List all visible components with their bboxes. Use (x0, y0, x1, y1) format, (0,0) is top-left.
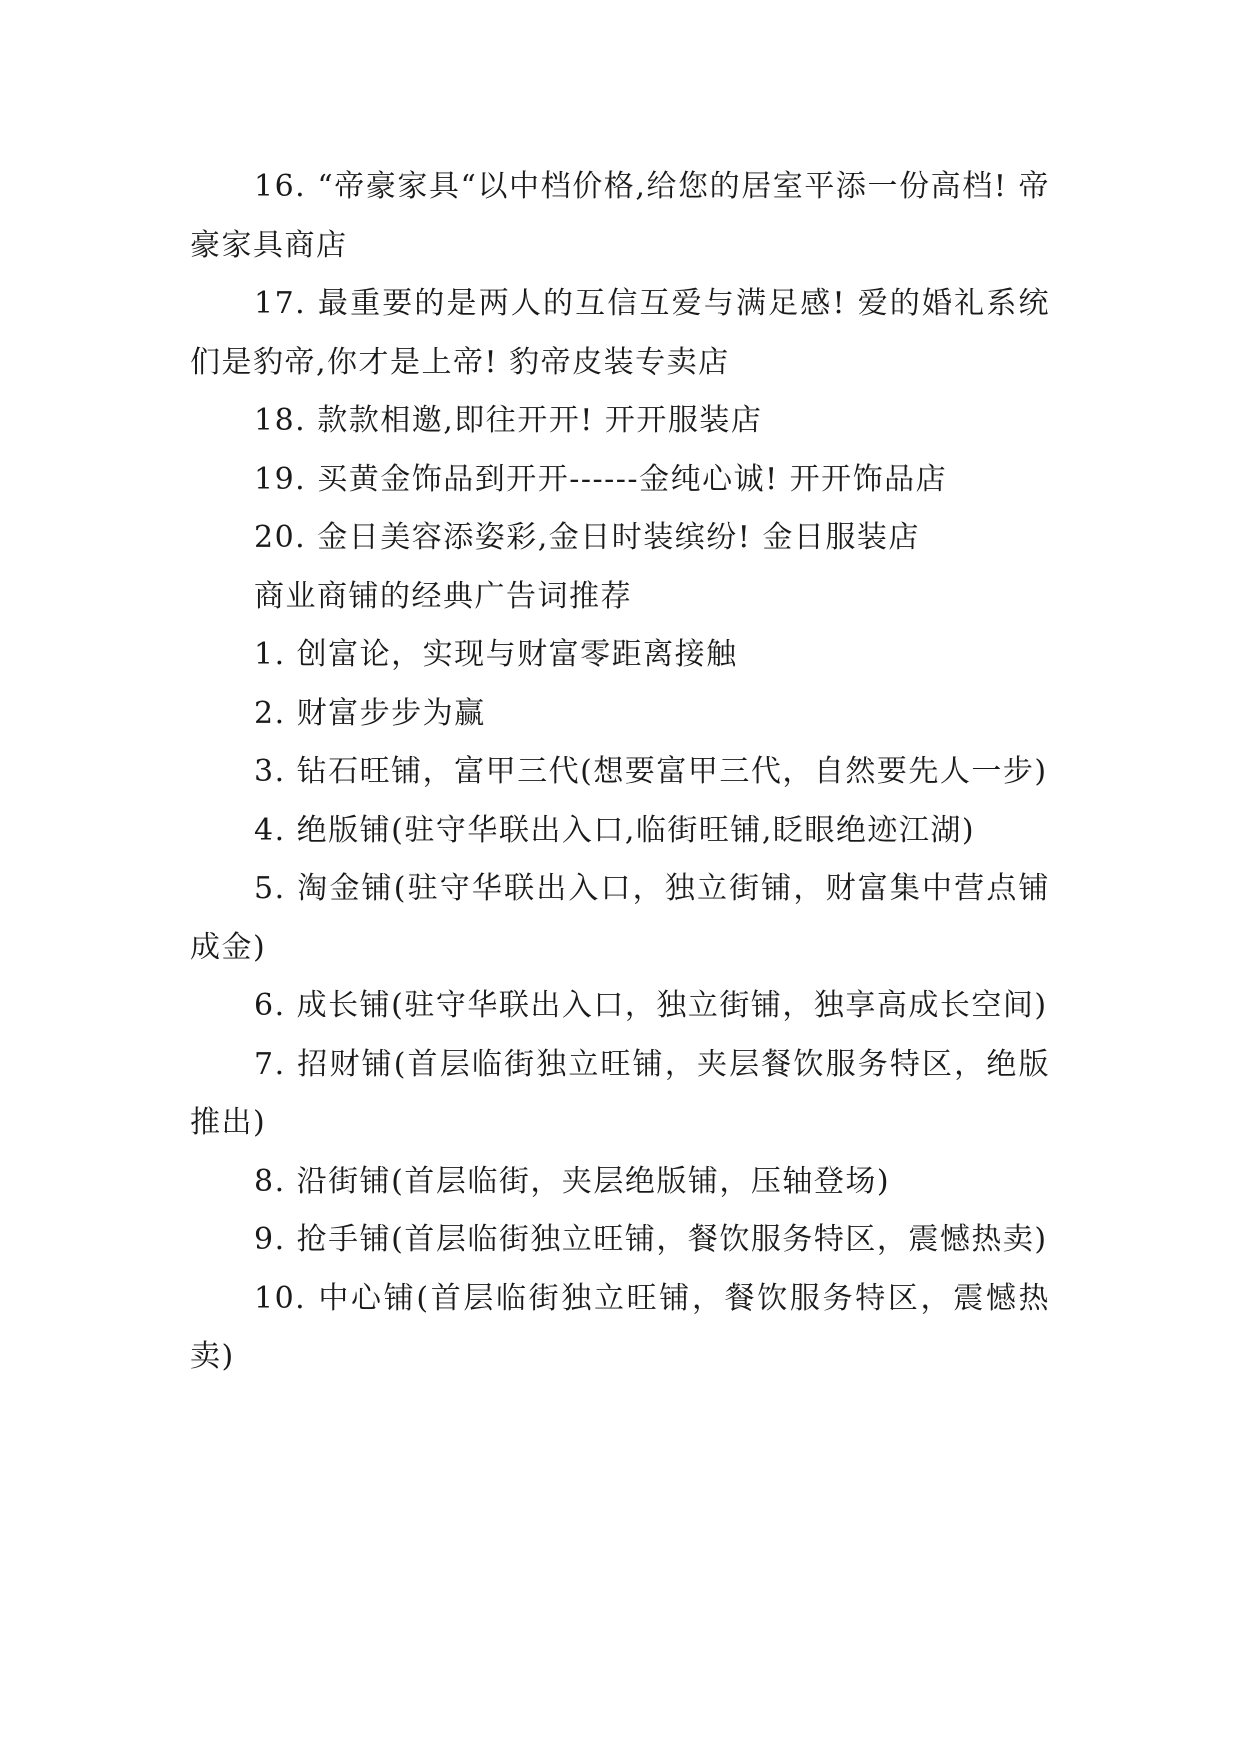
paragraph-shop-9: 9. 抢手铺(首层临街独立旺铺，餐饮服务特区，震憾热卖) (254, 1222, 1048, 1257)
section-heading: 商业商铺的经典广告词推荐 (254, 578, 632, 614)
paragraph-shop-1: 1. 创富论，实现与财富零距离接触 (254, 637, 738, 672)
paragraph-shop-8: 8. 沿街铺(首层临街，夹层绝版铺，压轴登场) (254, 1163, 891, 1199)
paragraph-shop-4: 4. 绝版铺(驻守华联出入口,临街旺铺,眨眼绝迹江湖) (254, 812, 976, 848)
paragraph-ad-20: 20. 金日美容添姿彩,金日时装缤纷! 金日服装店 (254, 520, 920, 555)
paragraph-ad-17: 17. 最重要的是两人的互信互爱与满足感! 爱的婚礼系统们是豹帝,你才是上帝! 豹帝皮装专卖店 (190, 286, 1050, 380)
paragraph-ad-18: 18. 款款相邀,即往开开! 开开服装店 (254, 403, 763, 438)
paragraph-ad-16: 16. “帝豪家具“以中档价格,给您的居室平添一份高档! 帝豪家具商店 (190, 169, 1050, 263)
paragraph-shop-6: 6. 成长铺(驻守华联出入口，独立街铺，独享高成长空间) (254, 988, 1048, 1023)
paragraph-shop-2: 2. 财富步步为赢 (254, 695, 486, 731)
paragraph-shop-10: 10. 中心铺(首层临街独立旺铺，餐饮服务特区，震憾热卖) (190, 1280, 1050, 1374)
paragraph-shop-7: 7. 招财铺(首层临街独立旺铺，夹层餐饮服务特区，绝版推出) (190, 1046, 1050, 1140)
paragraph-shop-3: 3. 钻石旺铺，富甲三代(想要富甲三代，自然要先人一步) (254, 754, 1048, 789)
paragraph-shop-5: 5. 淘金铺(驻守华联出入口，独立街铺，财富集中营点铺成金) (190, 871, 1050, 965)
document-body (190, 158, 1050, 1387)
paragraph-ad-19: 19. 买黄金饰品到开开------金纯心诚! 开开饰品店 (254, 461, 948, 497)
